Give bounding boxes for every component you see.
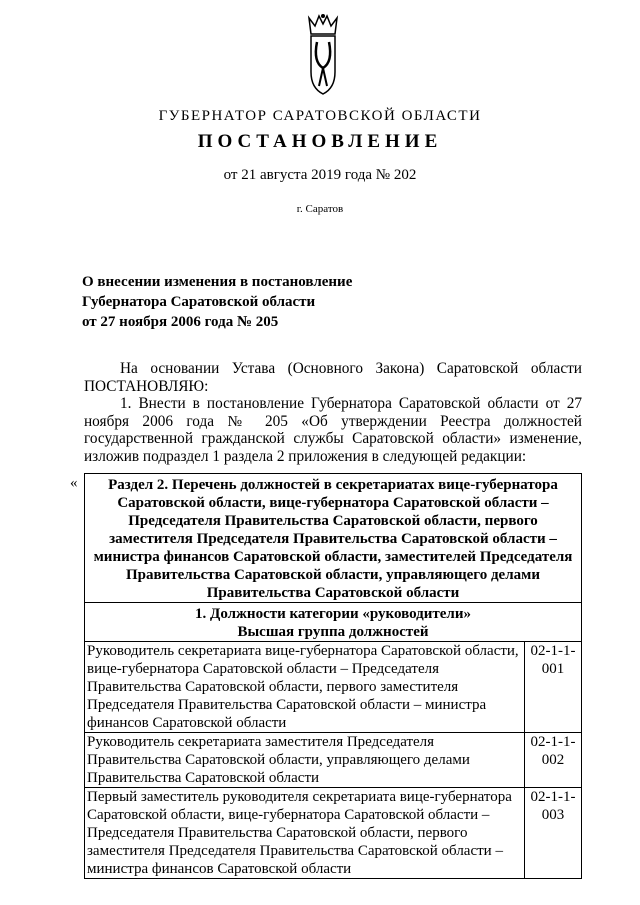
preamble: На основании Устава (Основного Закона) Саратовской области <box>120 360 582 377</box>
category-label: 1. Должности категории «руководители» <box>195 606 471 622</box>
positions-table <box>84 473 582 879</box>
code-cell: 02-1-1-001 <box>525 642 582 733</box>
opening-quote: « <box>70 475 78 491</box>
coat-of-arms-emblem <box>305 12 341 96</box>
section-heading-row <box>85 474 582 603</box>
table-row <box>85 642 582 733</box>
section-heading: Раздел 2. Перечень должностей в секретариатах вице-губернатора Саратовской области, вице-губернатора Саратовской области – Председателя Правительства Саратовской области, первого заместителя Председателя Правительства Саратовской области – министра финансов Саратовской области, заместителей Председателя Правительства Саратовской области, управляющего делами Правительства Саратовской области <box>85 474 582 603</box>
decree-word: ПОСТАНОВЛЯЮ: <box>84 377 209 395</box>
table-row <box>85 733 582 788</box>
document-city: г. Саратов <box>296 203 344 215</box>
item-1: 1. Внести в постановление Губернатора Саратовской области от 27 ноября 2006 года № 205 «Об утверждении Реестра должностей государственной гражданской службы Саратовской области» изменение, изложив подраздел 1 раздела 2 приложения в следующей редакции: <box>84 395 582 465</box>
code-cell: 02-1-1-002 <box>525 733 582 788</box>
title-line: от 27 ноября 2006 года № 205 <box>82 314 279 330</box>
category-row <box>85 603 582 642</box>
position-cell: Руководитель секретариата вице-губернатора Саратовской области, вице-губернатора Саратовской области – Председателя Правительства Саратовской области, первого заместителя Председателя Правительства Саратовской области – министра финансов Саратовской области <box>85 642 525 733</box>
title-line: Губернатора Саратовской области <box>82 294 316 310</box>
category-cell <box>85 603 582 642</box>
group-label: Высшая группа должностей <box>237 624 429 640</box>
document-type: ПОСТАНОВЛЕНИЕ <box>197 131 443 152</box>
document-body <box>84 360 582 465</box>
issuing-authority: ГУБЕРНАТОР САРАТОВСКОЙ ОБЛАСТИ <box>158 108 482 124</box>
title-line: О внесении изменения в постановление <box>82 274 353 290</box>
document-title <box>82 272 352 332</box>
code-cell: 02-1-1-003 <box>525 788 582 879</box>
document-date-number: от 21 августа 2019 года № 202 <box>223 167 417 183</box>
position-cell: Первый заместитель руководителя секретариата вице-губернатора Саратовской области, вице-губернатора Саратовской области – Председателя Правительства Саратовской области, первого заместителя Председателя Правительства Саратовской области – министра финансов Саратовской области <box>85 788 525 879</box>
position-cell: Руководитель секретариата заместителя Председателя Правительства Саратовской области, управляющего делами Правительства Саратовской области <box>85 733 525 788</box>
table-row <box>85 788 582 879</box>
